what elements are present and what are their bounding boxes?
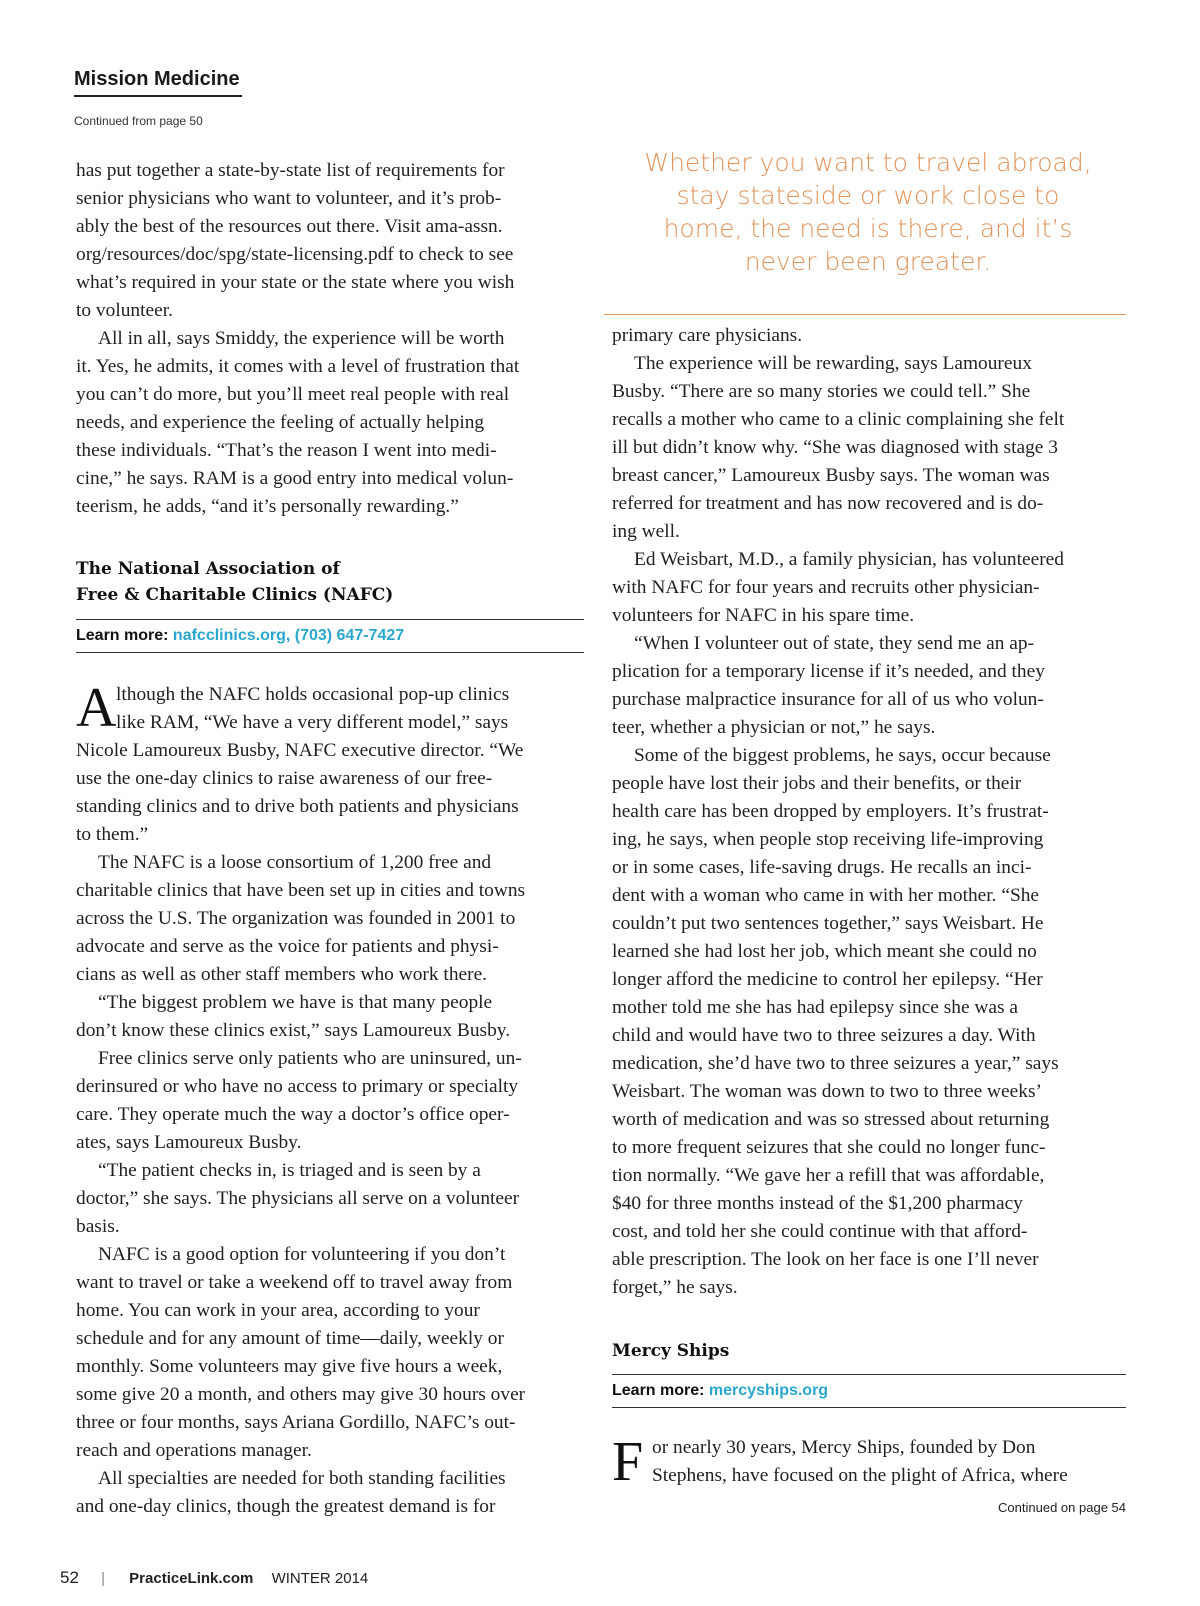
text-line: Ed Weisbart, M.D., a family physician, has volunteered — [634, 549, 1064, 570]
text-line: across the U.S. The organization was founded in 2001 to — [76, 908, 516, 929]
text-line: lthough the NAFC holds occasional pop-up clinics — [116, 684, 510, 705]
text-line: people have lost their jobs and their benefits, or their — [612, 773, 1022, 794]
text-line: monthly. Some volunteers may give five hours a week, — [76, 1356, 503, 1377]
text-line: to more frequent seizures that she could no longer func- — [612, 1137, 1046, 1158]
text-line: or nearly 30 years, Mercy Ships, founded by Don — [652, 1437, 1036, 1458]
learn-more-label: Learn more: — [76, 627, 169, 644]
text-line: volunteers for NAFC in his spare time. — [612, 605, 915, 626]
text-line: Weisbart. The woman was down to two to three weeks’ — [612, 1081, 1042, 1102]
text-line: NAFC is a good option for volunteering if you don’t — [98, 1244, 506, 1265]
text-line: All in all, says Smiddy, the experience will be worth — [98, 328, 505, 349]
text-line: $40 for three months instead of the $1,200 pharmacy — [612, 1193, 1023, 1214]
section-title: Mission Medicine — [74, 68, 242, 97]
text-line: referred for treatment and has now recovered and is do- — [612, 493, 1044, 514]
pull-quote-line: stay stateside or work close to — [676, 181, 1060, 210]
text-line: reach and operations manager. — [76, 1440, 312, 1461]
mercy-ships-learn-more — [612, 1374, 1126, 1408]
learn-more-label: Learn more: — [612, 1382, 705, 1399]
text-line: derinsured or who have no access to primary or specialty — [76, 1076, 519, 1097]
text-line: home. You can work in your area, according to your — [76, 1300, 480, 1321]
text-line: Some of the biggest problems, he says, occur because — [634, 745, 1051, 766]
drop-cap-a: A — [76, 677, 117, 739]
text-line: Free clinics serve only patients who are uninsured, un- — [98, 1048, 522, 1069]
text-line: has put together a state-by-state list of requirements for — [76, 160, 505, 181]
text-line: breast cancer,” Lamoureux Busby says. The woman was — [612, 465, 1050, 486]
pull-quote-line: home, the need is there, and it’s — [663, 214, 1073, 243]
text-line: and one-day clinics, though the greatest demand is for — [76, 1496, 496, 1517]
text-line: The NAFC is a loose consortium of 1,200 free and — [98, 852, 492, 873]
text-line: purchase malpractice insurance for all of us who volun- — [612, 689, 1044, 710]
text-line: medication, she’d have two to three seizures a year,” says — [612, 1053, 1059, 1074]
text-line: child and would have two to three seizures a day. With — [612, 1025, 1036, 1046]
nafc-link[interactable]: nafcclinics.org, (703) 647-7427 — [172, 627, 405, 644]
text-line: primary care physicians. — [612, 325, 803, 346]
text-line: senior physicians who want to volunteer, and it’s prob- — [76, 188, 502, 209]
text-line: charitable clinics that have been set up in cities and towns — [76, 880, 526, 901]
text-line: ing, he says, when people stop receiving life-improving — [612, 829, 1044, 850]
text-line: ill but didn’t know why. “She was diagnosed with stage 3 — [612, 437, 1058, 458]
text-line: All specialties are needed for both standing facilities — [98, 1468, 506, 1489]
text-line: cine,” he says. RAM is a good entry into medical volun- — [76, 468, 514, 489]
footer-separator: | — [101, 1570, 105, 1587]
text-line: advocate and serve as the voice for patients and physi- — [76, 936, 499, 957]
text-line: forget,” he says. — [612, 1277, 738, 1298]
text-line: dent with a woman who came in with her mother. “She — [612, 885, 1040, 906]
text-line: you can’t do more, but you’ll meet real people with real — [76, 384, 510, 405]
mercy-ships-heading: Mercy Ships — [612, 1341, 730, 1361]
text-line: “The biggest problem we have is that many people — [98, 992, 493, 1013]
text-line: health care has been dropped by employers. It’s frustrat- — [612, 801, 1049, 822]
text-line: Busby. “There are so many stories we could tell.” She — [612, 381, 1031, 402]
text-line: these individuals. “That’s the reason I went into medi- — [76, 440, 497, 461]
text-line: cians as well as other staff members who work there. — [76, 964, 488, 985]
nafc-learn-more — [76, 619, 584, 653]
text-line: able prescription. The look on her face is one I’ll never — [612, 1249, 1039, 1270]
footer-site: PracticeLink.com — [129, 1570, 254, 1587]
page-footer — [60, 1568, 368, 1588]
text-line: worth of medication and was so stressed about returning — [612, 1109, 1050, 1130]
text-line: to volunteer. — [76, 300, 173, 321]
text-line: org/resources/doc/spg/state-licensing.pdf to check to see — [76, 244, 514, 265]
nafc-heading — [76, 556, 393, 608]
text-line: like RAM, “We have a very different model,” says — [116, 712, 509, 733]
text-line: Nicole Lamoureux Busby, NAFC executive director. “We — [76, 740, 524, 761]
page-number: 52 — [60, 1568, 79, 1587]
text-line: “When I volunteer out of state, they send me an ap- — [634, 633, 1035, 654]
text-line: longer afford the medicine to control her epilepsy. “Her — [612, 969, 1043, 990]
mercy-ships-link[interactable]: mercyships.org — [708, 1382, 829, 1399]
text-line: with NAFC for four years and recruits other physician- — [612, 577, 1040, 598]
text-line: plication for a temporary license if it’s needed, and they — [612, 661, 1045, 682]
text-line: doctor,” she says. The physicians all serve on a volunteer — [76, 1188, 520, 1209]
pull-quote-divider — [604, 314, 1126, 315]
text-line: or in some cases, life-saving drugs. He recalls an inci- — [612, 857, 1032, 878]
text-line: to them.” — [76, 824, 149, 845]
text-line: recalls a mother who came to a clinic complaining she felt — [612, 409, 1065, 430]
text-line: tion normally. “We gave her a refill that was affordable, — [612, 1165, 1045, 1186]
text-line: use the one-day clinics to raise awareness of our free- — [76, 768, 493, 789]
text-line: needs, and experience the feeling of actually helping — [76, 412, 485, 433]
text-line: mother told me she has had epilepsy since she was a — [612, 997, 1019, 1018]
continued-from-note: Continued from page 50 — [74, 114, 203, 128]
nafc-heading-line-2: Free & Charitable Clinics (NAFC) — [76, 585, 394, 605]
pull-quote-line: never been greater. — [744, 247, 992, 276]
text-line: learned she had lost her job, which meant she could no — [612, 941, 1037, 962]
text-line: some give 20 a month, and others may give 30 hours over — [76, 1384, 526, 1405]
nafc-heading-line-1: The National Association of — [76, 559, 340, 579]
right-column — [612, 322, 1126, 1302]
text-line: don’t know these clinics exist,” says Lamoureux Busby. — [76, 1020, 511, 1041]
text-line: couldn’t put two sentences together,” says Weisbart. He — [612, 913, 1044, 934]
nafc-body — [76, 677, 584, 1521]
mercy-ships-body — [612, 1431, 1126, 1493]
text-line: schedule and for any amount of time—daily, weekly or — [76, 1328, 504, 1349]
text-line: what’s required in your state or the state where you wish — [76, 272, 515, 293]
text-line: it. Yes, he admits, it comes with a level of frustration that — [76, 356, 520, 377]
text-line: basis. — [76, 1216, 120, 1237]
text-line: cost, and told her she could continue with that afford- — [612, 1221, 1028, 1242]
footer-issue: WINTER 2014 — [271, 1570, 369, 1587]
text-line: “The patient checks in, is triaged and is seen by a — [98, 1160, 481, 1181]
text-line: teer, whether a physician or not,” he says. — [612, 717, 936, 738]
text-line: care. They operate much the way a doctor’s office oper- — [76, 1104, 510, 1125]
drop-cap-f: F — [612, 1431, 644, 1493]
text-line: standing clinics and to drive both patients and physicians — [76, 796, 519, 817]
text-line: ates, says Lamoureux Busby. — [76, 1132, 302, 1153]
text-line: ing well. — [612, 521, 680, 542]
pull-quote — [614, 146, 1122, 278]
pull-quote-line: Whether you want to travel abroad, — [644, 148, 1092, 177]
text-line: Stephens, have focused on the plight of Africa, where — [652, 1465, 1068, 1486]
text-line: The experience will be rewarding, says Lamoureux — [634, 353, 1032, 374]
text-line: ably the best of the resources out there. Visit ama-assn. — [76, 216, 503, 237]
continued-on-note: Continued on page 54 — [998, 1500, 1126, 1515]
text-line: teerism, he adds, “and it’s personally rewarding.” — [76, 496, 459, 517]
left-column-top — [76, 157, 584, 521]
text-line: want to travel or take a weekend off to travel away from — [76, 1272, 513, 1293]
text-line: three or four months, says Ariana Gordillo, NAFC’s out- — [76, 1412, 516, 1433]
